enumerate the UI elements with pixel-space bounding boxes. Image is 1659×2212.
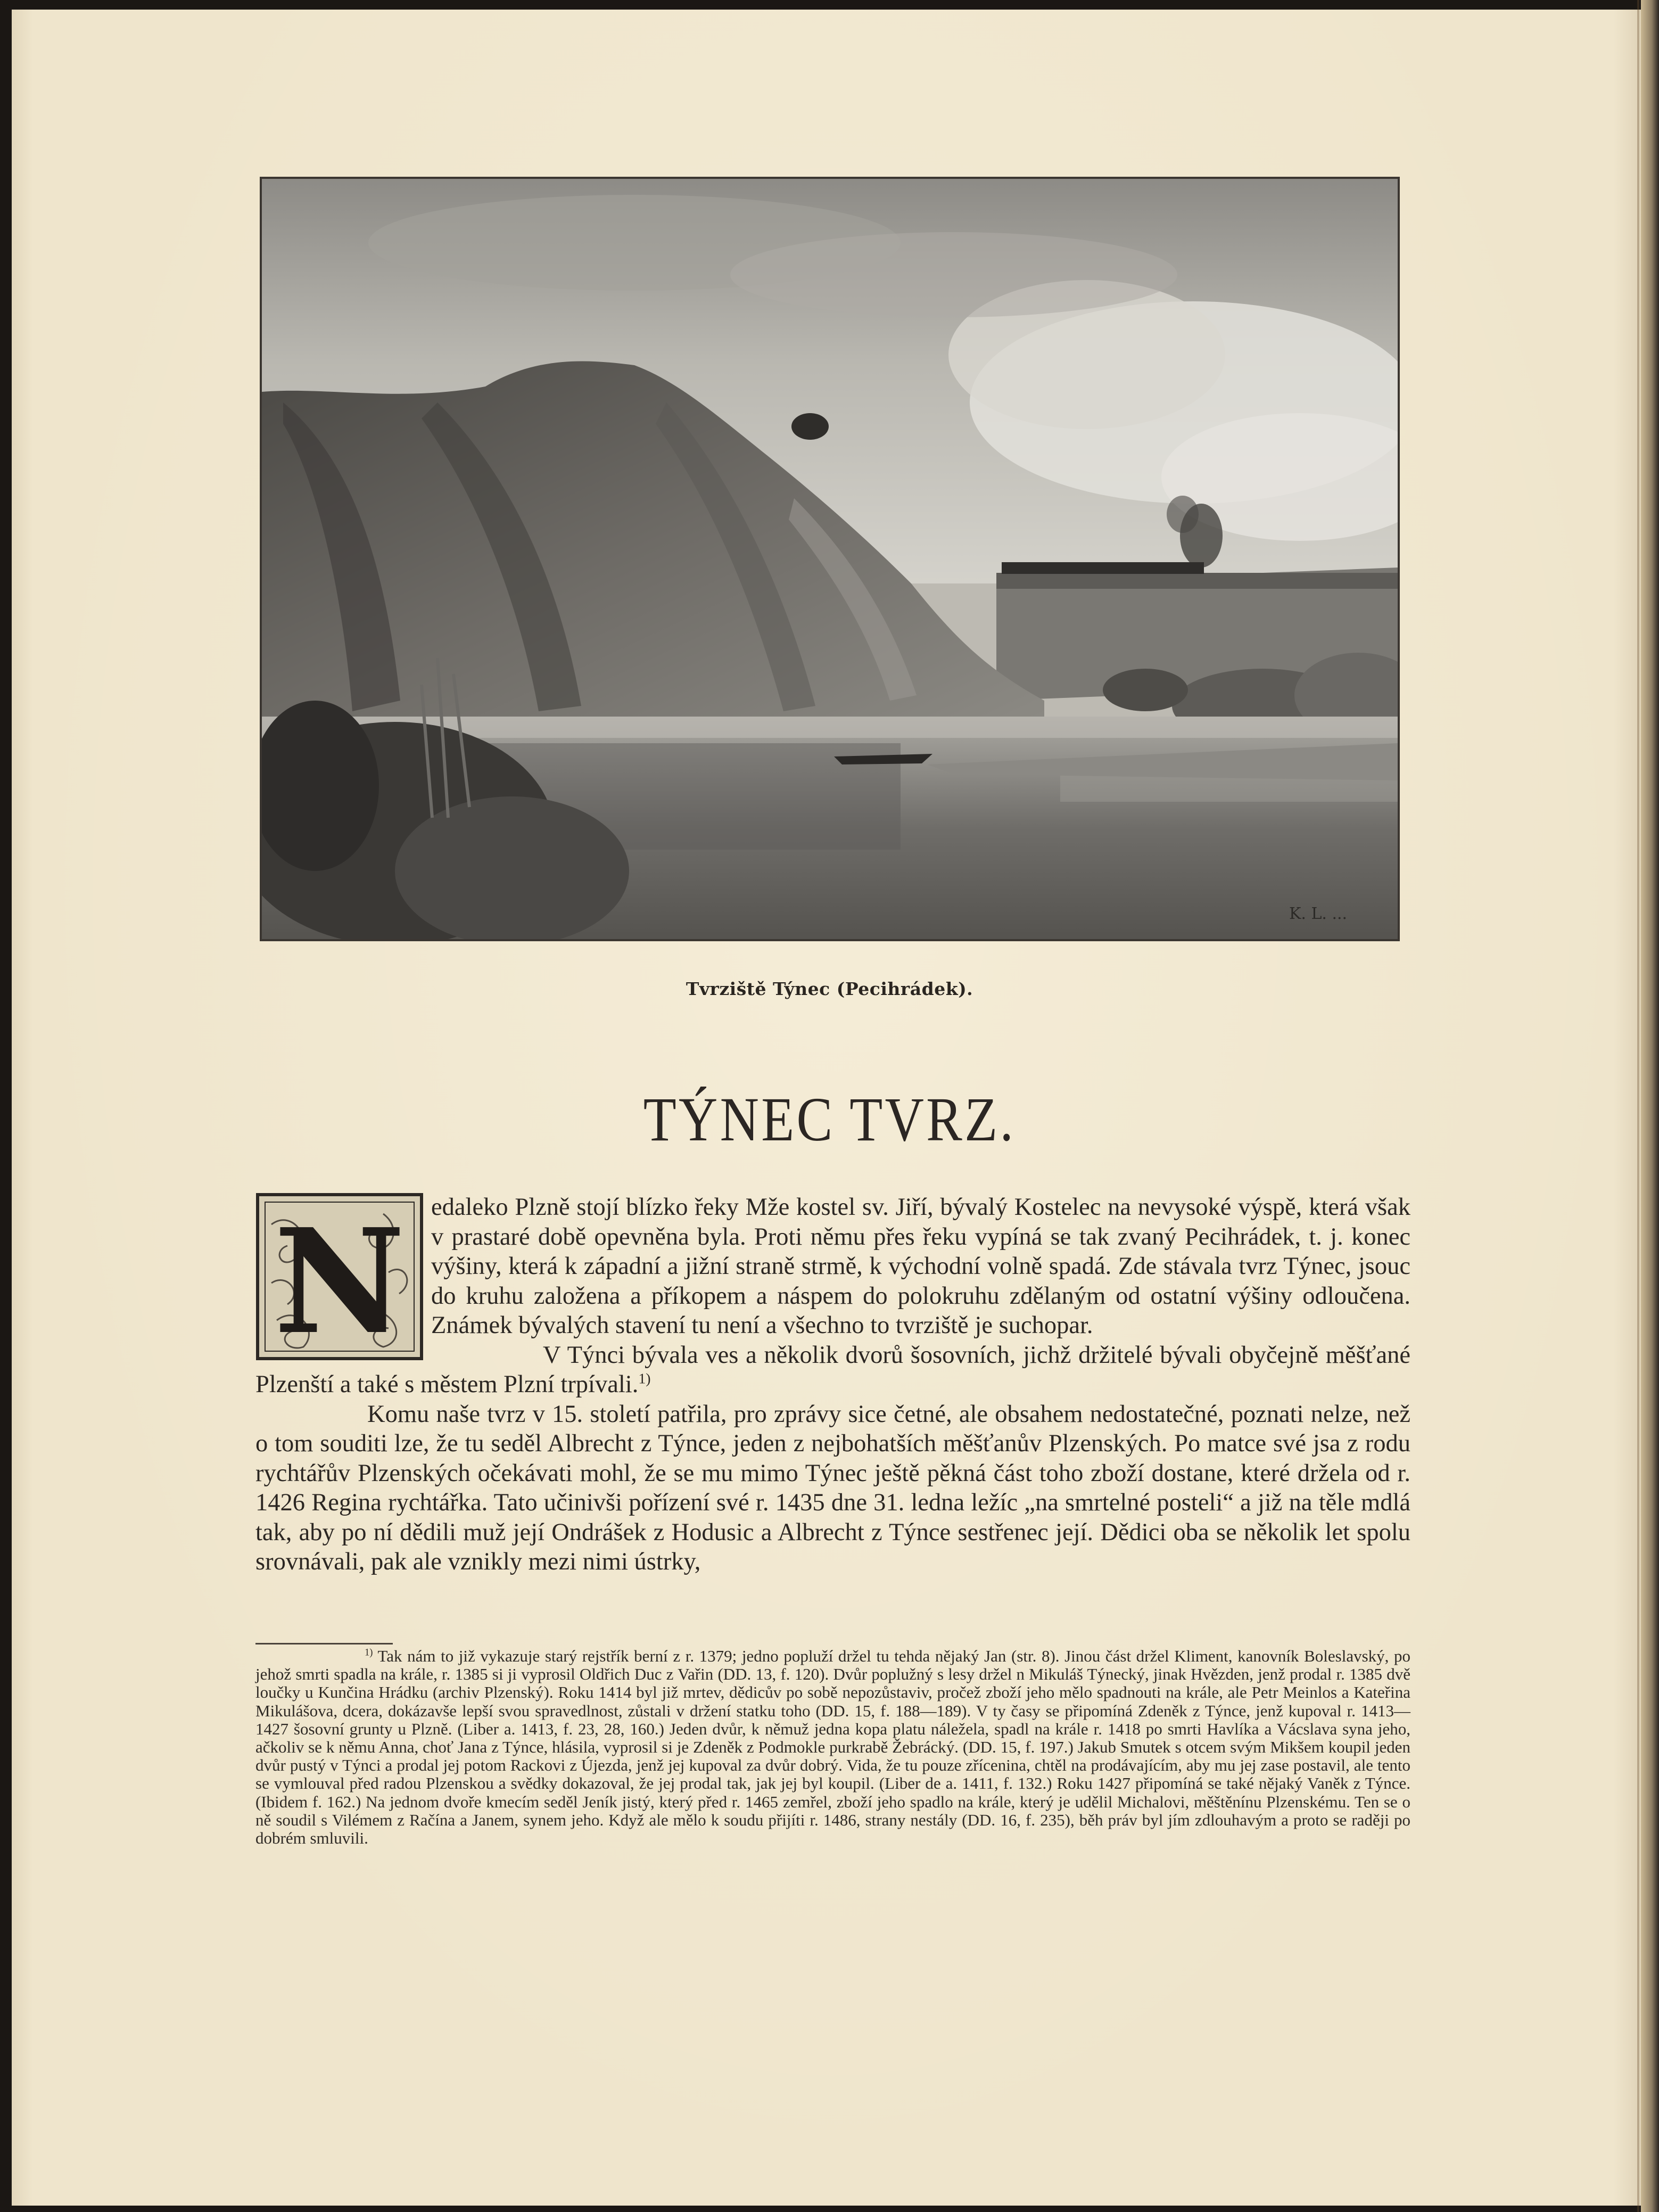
footnote-marker: 1) (365, 1647, 373, 1658)
paragraph-3-text: Komu naše tvrz v 15. století patřila, pro zprávy sice četné, ale obsahem nedostatečné, poznati nelze, než o tom souditi lze, že tu seděl Albrecht z Týnce, jeden z nejbohatších měšťanův Plzenských. Po matce své jsa z rodu rychtářův Plzenských očekávati mohl, že se mu mimo Týnec ještě pěkná část toho zboží dostane, které držela od r. 1426 Regina rychtářka. Tato učinivši pořízení své r. 1435 dne 31. ledna ležíc „na smrtelné posteli“ a již na těle mdlá tak, aby po ní dědili muž její Ondrášek z Hodusic a Albrecht z Týnce sestřenec její. Dědici oba se několik let spolu srovnávali, pak ale vznikly mezi nimi ústrky, (255, 1400, 1410, 1575)
article-title: TÝNEC TVRZ. (643, 1084, 1016, 1154)
footnote-reference: 1) (638, 1370, 651, 1387)
artist-signature: K. L. ... (1289, 904, 1348, 923)
footnote (255, 1647, 1410, 1847)
dropcap-letter: N (274, 1197, 406, 1361)
footnote-rule (255, 1643, 393, 1644)
article-body (255, 1193, 1410, 1577)
page-edge (1641, 0, 1659, 2212)
illustration-caption: Tvrziště Týnec (Pecihrádek). (686, 978, 973, 999)
ornamental-initial-drawing (255, 1193, 424, 1361)
paragraph-2-text: V Týnci bývala ves a několik dvorů šosovních, jichž držitelé bývali obyčejně měšťané Plzenští a také s městem Plzní trpívali. (255, 1341, 1410, 1398)
ornamental-initial-n (255, 1193, 424, 1361)
landscape-illustration-drawing (262, 179, 1398, 939)
paragraph-1 (255, 1193, 1410, 1341)
paragraph-1-text: edaleko Plzně stojí blízko řeky Mže kostel sv. Jiří, bývalý Kostelec na nevysoké výspě, která však v prastaré době opevněna byla. Proti němu přes řeku vypíná se tak zvaný Pecihrádek, t. j. konec výšiny, která k západní a jižní straně strmě, k východní volně spadá. Zde stávala tvrz Týnec, jsouc do kruhu založena a příkopem a náspem do polokruhu zdělaným od ostatní výšiny odloučena. Známek bývalých stavení tu není a všechno to tvrziště je suchopar. (431, 1194, 1410, 1339)
footnote-text: Tak nám to již vykazuje starý rejstřík berní z r. 1379; jedno popluží držel tu tehda nějaký Jan (str. 8). Jinou část držel Kliment, kanovník Boleslavský, po jehož smrti spadla na krále, r. 1385 si ji vyprosil Oldřich Duc z Vařin (DD. 13, f. 120). Dvůr poplužný s lesy držel n Mikuláš Týnecký, jinak Hvězden, jenž prodal r. 1385 dvě loučky u Kunčina Hrádku (archiv Plzenský). Roku 1414 byl již mrtev, dědicův po sobě nepozůstaviv, pročež zboží jeho mělo spadnouti na krále, ale Petr Meinlos a Kateřina Mikulášova, dcera, dokázavše lepší svou spravedlnost, zůstali v držení statku toho (DD. 15, f. 188—189). V ty časy se připomíná Zdeněk z Týnce, jenž kupoval r. 1413—1427 šosovní grunty u Plzně. (Liber a. 1413, f. 23, 28, 160.) Jeden dvůr, k němuž jedna kopa platu náležela, spadl na krále r. 1418 po smrti Havlíka a Vácslava syna jeho, ačkoliv se k němu Anna, choť Jana z Týnce, hlásila, vyprosil si je Zdeněk z Podmokle purkrabě Žebrácký. (DD. 15, f. 197.) Jakub Smutek s otcem svým Mikšem koupil jeden dvůr pustý v Týnci a prodal jej potom Rackovi z Újezda, jenž jej kupoval za dvůr dobrý. Vida, že tu pouze zřícenina, chtěl na prodávajícím, aby mu jej zase postavil, ale tento se vymlouval před radou Plzenskou a svědky dokazoval, že jej prodal tak, jak jej byl koupil. (Liber de a. 1411, f. 132.) Roku 1427 připomíná se také nějaký Vaněk z Týnce. (Ibidem f. 162.) Na jednom dvoře kmecím seděl Jeník jistý, který před r. 1465 zemřel, zboží jeho spadlo na krále, který je udělil Michalovi, měštěnínu Plzenskému. Ten se o ně soudil s Vilémem z Račína a Janem, synem jeho. Když ale mělo k soudu přijíti r. 1486, strany nestály (DD. 16, f. 235), běh práv byl jím zdlouhavým a proto se raději po dobrém smluvili. (255, 1647, 1410, 1848)
landscape-illustration (260, 177, 1400, 941)
page-fold-line (1637, 0, 1639, 2212)
paragraph-3 (255, 1400, 1410, 1577)
paragraph-2 (255, 1341, 1410, 1400)
